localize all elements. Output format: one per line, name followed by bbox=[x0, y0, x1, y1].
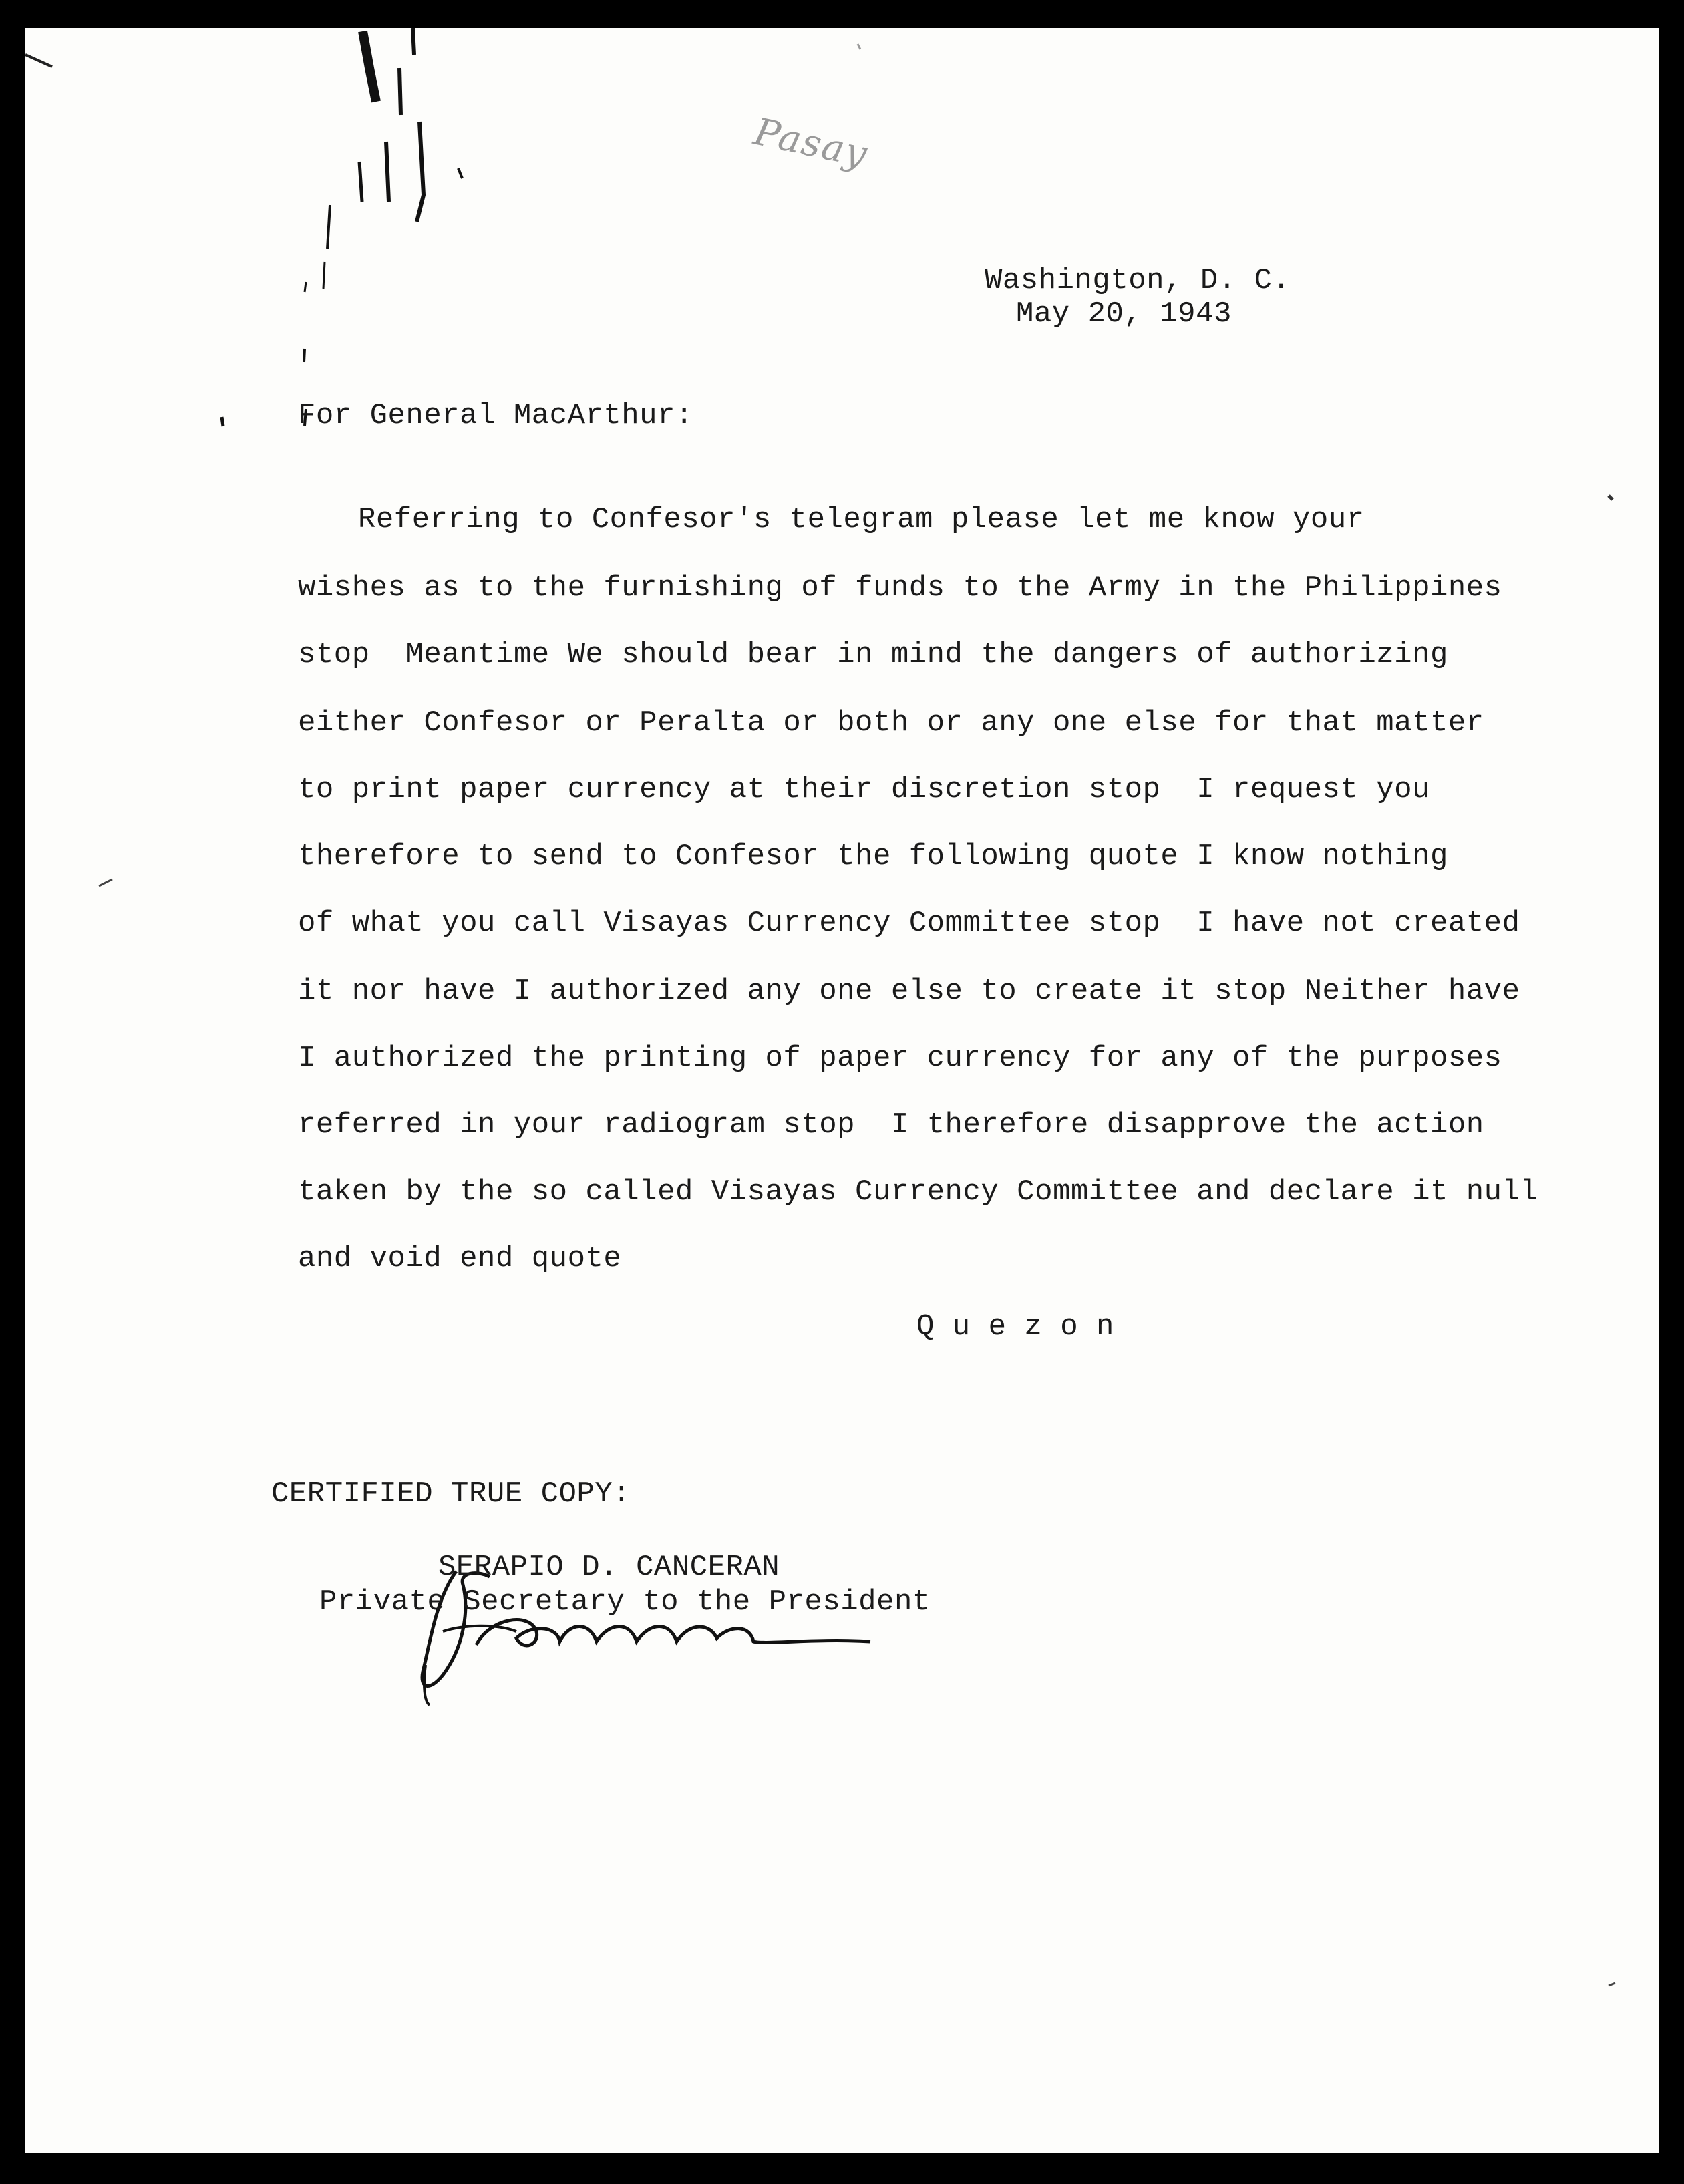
body-line: either Confesor or Peralta or both or any one else for that matter bbox=[298, 706, 1484, 740]
body-line: Referring to Confesor's telegram please let me know your bbox=[358, 503, 1365, 536]
body-line: taken by the so called Visayas Currency Committee and declare it null bbox=[298, 1175, 1538, 1209]
body-line: I authorized the printing of paper currency for any of the purposes bbox=[298, 1042, 1502, 1075]
closing-name: Q u e z o n bbox=[916, 1310, 1114, 1344]
body-line: stop Meantime We should bear in mind the dangers of authorizing bbox=[298, 638, 1448, 671]
body-line: and void end quote bbox=[298, 1242, 622, 1275]
body-line: to print paper currency at their discretion stop I request you bbox=[298, 773, 1430, 806]
salutation: For General MacArthur: bbox=[298, 399, 693, 432]
body-line: therefore to send to Confesor the following quote I know nothing bbox=[298, 840, 1448, 873]
certifier-title: Private Secretary to the President bbox=[319, 1585, 931, 1619]
body-line: referred in your radiogram stop I therefore disapprove the action bbox=[298, 1108, 1484, 1142]
document-page bbox=[25, 28, 1659, 2153]
body-line: of what you call Visayas Currency Committee stop I have not created bbox=[298, 907, 1520, 940]
ink-smudges bbox=[25, 28, 1659, 2153]
body-line: it nor have I authorized any one else to create it stop Neither have bbox=[298, 975, 1520, 1008]
handwritten-note: Pasay bbox=[750, 110, 872, 177]
certifier-name: SERAPIO D. CANCERAN bbox=[438, 1551, 780, 1584]
certification-label: CERTIFIED TRUE COPY: bbox=[271, 1477, 631, 1511]
body-line: wishes as to the furnishing of funds to the Army in the Philippines bbox=[298, 571, 1502, 605]
header-place: Washington, D. C. bbox=[985, 264, 1291, 297]
header-date: May 20, 1943 bbox=[1016, 297, 1232, 331]
